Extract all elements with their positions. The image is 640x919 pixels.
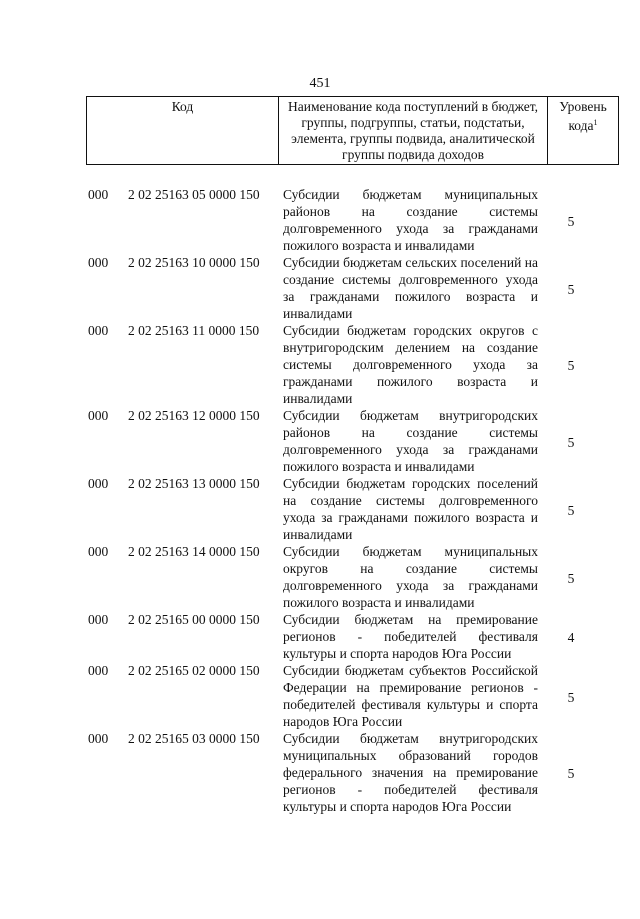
header-name-label: Наименование кода поступлений в бюджет, группы, подгруппы, статьи, подстатьи, элемента, группы подвида, аналитической группы подвида доходов: [287, 99, 538, 162]
row-code: 2 02 25163 12 0000 150: [128, 408, 260, 423]
table-row: [86, 254, 606, 322]
row-level: [538, 543, 604, 611]
page-number: 451: [309, 76, 331, 91]
row-prefix: 000: [88, 612, 109, 627]
row-prefix: 000: [88, 408, 109, 423]
table-row: [86, 475, 606, 543]
row-prefix: 000: [88, 187, 109, 202]
row-prefix: 000: [88, 731, 109, 746]
row-prefix: 000: [88, 663, 109, 678]
table-row: [86, 730, 606, 815]
table-header: [86, 96, 619, 165]
row-name: Субсидии бюджетам городских округов с внутригородским делением на создание системы долговременного ухода за гражданами пожилого возраста и инвалидами: [283, 323, 538, 406]
table-row: [86, 186, 606, 254]
row-level: [538, 475, 604, 543]
row-level-value: 5: [567, 502, 575, 518]
table-row: [86, 322, 606, 407]
row-prefix: 000: [88, 323, 109, 338]
row-level: [538, 322, 604, 407]
row-name: Субсидии бюджетам на премирование регионов - победителей фестиваля культуры и спорта народов Юга России: [283, 612, 538, 661]
row-level: [538, 662, 604, 730]
row-code: 2 02 25163 10 0000 150: [128, 255, 260, 270]
row-prefix: 000: [88, 255, 109, 270]
table-row: [86, 662, 606, 730]
row-level: [538, 611, 604, 662]
row-prefix: 000: [88, 476, 109, 491]
row-code: 2 02 25163 14 0000 150: [128, 544, 260, 559]
row-name: Субсидии бюджетам муниципальных районов на создание системы долговременного ухода за гражданами пожилого возраста и инвалидами: [283, 187, 538, 253]
row-level-value: 5: [567, 766, 575, 781]
row-level: [538, 730, 604, 815]
header-code-label: Код: [171, 99, 194, 114]
row-code: 2 02 25165 00 0000 150: [128, 612, 260, 627]
row-prefix: 000: [88, 544, 109, 559]
row-code: 2 02 25163 11 0000 150: [128, 323, 260, 338]
row-level-value: 5: [567, 281, 575, 297]
row-level-value: 5: [567, 570, 575, 586]
row-name: Субсидии бюджетам сельских поселений на создание системы долговременного ухода за гражданами пожилого возраста и инвалидами: [283, 255, 538, 321]
table-row: [86, 611, 606, 662]
row-level: [538, 186, 604, 254]
row-code: 2 02 25165 02 0000 150: [128, 663, 260, 678]
row-name: Субсидии бюджетам внутригородских районов на создание системы долговременного ухода за гражданами пожилого возраста и инвалидами: [283, 408, 538, 474]
header-level-footnote: 1: [593, 118, 598, 127]
row-code: 2 02 25163 05 0000 150: [128, 187, 260, 202]
row-name: Субсидии бюджетам внутригородских муниципальных образований городов федерального значения на премирование регионов - победителей фестиваля культуры и спорта народов Юга России: [283, 731, 538, 814]
row-code: 2 02 25163 13 0000 150: [128, 476, 260, 491]
header-name: [279, 97, 548, 165]
header-code: [87, 97, 279, 165]
row-level-value: 5: [567, 434, 575, 450]
header-level: [548, 97, 619, 165]
row-level: [538, 254, 604, 322]
row-name: Субсидии бюджетам муниципальных округов на создание системы долговременного ухода за гражданами пожилого возраста и инвалидами: [283, 544, 538, 610]
row-level: [538, 407, 604, 475]
row-name: Субсидии бюджетам субъектов Российской Федерации на премирование регионов - победителей фестиваля культуры и спорта народов Юга России: [283, 663, 538, 729]
table-body: [86, 186, 606, 815]
row-level-value: 5: [567, 213, 575, 229]
row-name: Субсидии бюджетам городских поселений на создание системы долговременного ухода за гражданами пожилого возраста и инвалидами: [283, 476, 538, 542]
row-level-value: 4: [567, 630, 575, 645]
row-level-value: 5: [567, 358, 575, 373]
table-row: [86, 543, 606, 611]
row-level-value: 5: [567, 689, 575, 705]
header-level-label: Уровень кода: [559, 99, 607, 133]
table-row: [86, 407, 606, 475]
row-code: 2 02 25165 03 0000 150: [128, 731, 260, 746]
